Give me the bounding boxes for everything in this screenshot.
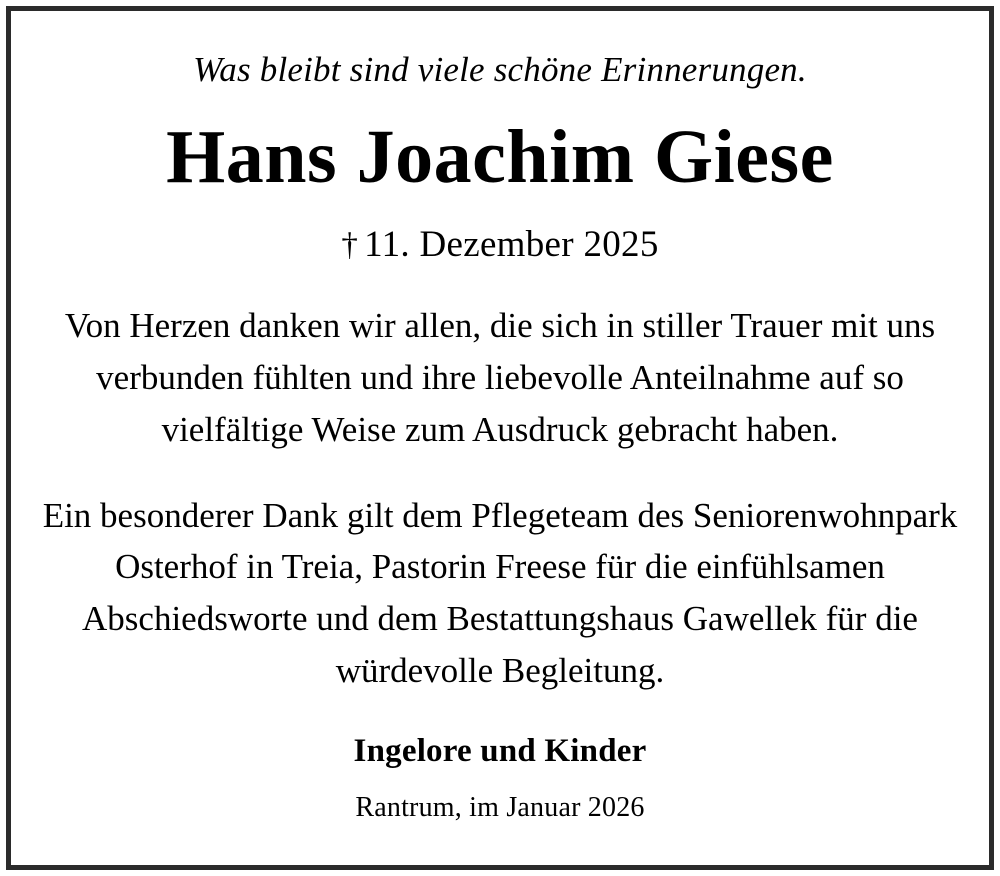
signature-text: Ingelore und Kinder xyxy=(353,732,647,769)
place-and-date-text: Rantrum, im Januar 2026 xyxy=(355,791,645,823)
death-date-line xyxy=(341,223,658,266)
cross-icon: † xyxy=(341,227,359,264)
deceased-name: Hans Joachim Giese xyxy=(166,114,834,199)
obituary-card xyxy=(6,6,994,870)
thanks-paragraph: Von Herzen danken wir allen, die sich in stiller Trauer mit uns verbunden fühlten und ihre liebevolle Anteilnahme auf so vielfältige Weise zum Ausdruck gebracht haben. xyxy=(64,306,936,449)
motto-text: Was bleibt sind viele schöne Erinnerungen. xyxy=(193,50,807,89)
death-date-text: 11. Dezember 2025 xyxy=(364,224,659,266)
special-thanks-paragraph: Ein besonderer Dank gilt dem Pflegeteam des Seniorenwohnpark Osterhof in Treia, Pastorin Freese für die einfühlsamen Abschiedsworte und dem Bestattungshaus Gawellek für die würdevolle Begleitung. xyxy=(42,495,958,691)
